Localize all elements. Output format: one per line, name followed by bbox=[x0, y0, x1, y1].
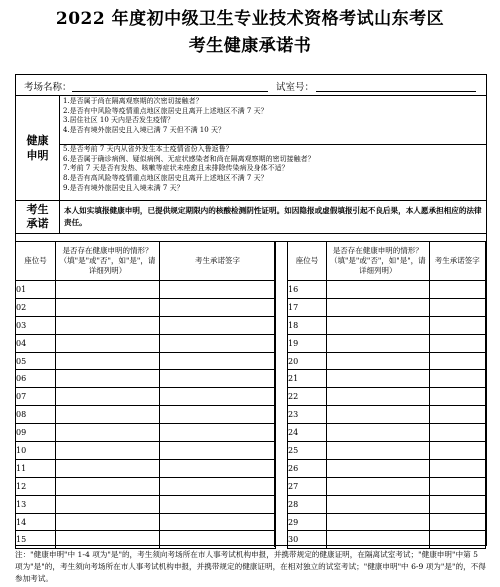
table-row bbox=[16, 531, 276, 549]
seat-number: 14 bbox=[16, 513, 56, 531]
declaration-cell[interactable] bbox=[56, 370, 160, 388]
signature-cell[interactable] bbox=[429, 352, 485, 370]
table-row bbox=[16, 442, 276, 460]
signature-cell[interactable] bbox=[429, 513, 485, 531]
declaration-item-8: 8.是否有高风险等疫情重点地区旅居史且离开上述地区不满 7 天？ bbox=[63, 174, 268, 183]
table-row bbox=[16, 334, 276, 352]
seat-number: 07 bbox=[16, 388, 56, 406]
health-declaration-items bbox=[59, 96, 486, 200]
promise-section bbox=[16, 201, 486, 234]
declaration-item-7: 7.考前 7 天是否有发热、咳嗽等症状未痊愈且未排除传染病及身体不适？ bbox=[63, 164, 289, 173]
seat-number: 22 bbox=[288, 388, 327, 406]
signature-cell[interactable] bbox=[160, 316, 276, 334]
seat-header: 座位号 bbox=[16, 242, 56, 281]
table-row bbox=[288, 442, 486, 460]
signature-cell[interactable] bbox=[429, 370, 485, 388]
declaration-cell[interactable] bbox=[56, 388, 160, 406]
signature-cell[interactable] bbox=[160, 477, 276, 495]
seat-table-right bbox=[287, 241, 486, 549]
promise-text: 本人如实填报健康申明，已提供规定期限内的核酸检测阴性证明。如因隐报或虚假填报引起不良后果，本人愿承担相应的法律责任。 bbox=[64, 206, 482, 227]
seat-number: 16 bbox=[288, 281, 327, 299]
seat-number: 17 bbox=[288, 298, 327, 316]
signature-cell[interactable] bbox=[429, 281, 485, 299]
table-row bbox=[16, 459, 276, 477]
declaration-item-6: 6.是否属于确诊病例、疑似病例、无症状感染者和尚在隔离观察期的密切接触者？ bbox=[63, 154, 315, 163]
signature-cell[interactable] bbox=[160, 298, 276, 316]
table-row bbox=[16, 298, 276, 316]
signature-cell[interactable] bbox=[429, 531, 485, 549]
table-row bbox=[288, 281, 486, 299]
signature-header: 考生承诺签字 bbox=[160, 242, 276, 281]
declaration-cell[interactable] bbox=[327, 370, 430, 388]
signature-cell[interactable] bbox=[160, 352, 276, 370]
signature-cell[interactable] bbox=[160, 281, 276, 299]
declaration-cell[interactable] bbox=[327, 406, 430, 424]
seat-number: 02 bbox=[16, 298, 56, 316]
table-row bbox=[288, 316, 486, 334]
table-row bbox=[288, 477, 486, 495]
signature-cell[interactable] bbox=[160, 406, 276, 424]
signature-cell[interactable] bbox=[160, 531, 276, 549]
declaration-cell[interactable] bbox=[327, 442, 430, 460]
signature-cell[interactable] bbox=[160, 513, 276, 531]
signature-header: 考生承诺签字 bbox=[429, 242, 485, 281]
seat-number: 18 bbox=[288, 316, 327, 334]
declaration-item-9: 9.是否有境外旅居史且入境未满 7 天？ bbox=[63, 183, 184, 192]
seat-number: 20 bbox=[288, 352, 327, 370]
signature-cell[interactable] bbox=[429, 334, 485, 352]
seat-number: 19 bbox=[288, 334, 327, 352]
table-row bbox=[16, 370, 276, 388]
declaration-cell[interactable] bbox=[327, 298, 430, 316]
title-line-1: 2022 年度初中级卫生专业技术资格考试山东考区 bbox=[55, 9, 445, 29]
signature-cell[interactable] bbox=[429, 424, 485, 442]
declaration-cell[interactable] bbox=[327, 316, 430, 334]
declaration-cell[interactable] bbox=[327, 281, 430, 299]
signature-cell[interactable] bbox=[160, 370, 276, 388]
table-row bbox=[288, 424, 486, 442]
table-row bbox=[16, 513, 276, 531]
declaration-cell[interactable] bbox=[56, 352, 160, 370]
seat-number: 26 bbox=[288, 459, 327, 477]
seat-number: 21 bbox=[288, 370, 327, 388]
seat-number: 30 bbox=[288, 531, 327, 549]
declaration-cell[interactable] bbox=[56, 442, 160, 460]
table-row bbox=[288, 531, 486, 549]
exam-site-field[interactable] bbox=[72, 91, 268, 92]
table-row bbox=[288, 459, 486, 477]
room-field[interactable] bbox=[316, 91, 476, 92]
declaration-item-4: 4.是否有境外旅居史且入境已满 7 天但不满 10 天？ bbox=[63, 126, 225, 135]
table-row bbox=[288, 370, 486, 388]
signature-cell[interactable] bbox=[160, 334, 276, 352]
promise-label: 考生 承诺 bbox=[16, 201, 60, 233]
exam-site-label: 考场名称： bbox=[24, 82, 72, 93]
declaration-cell[interactable] bbox=[327, 352, 430, 370]
declaration-group-2 bbox=[59, 145, 486, 201]
declaration-cell[interactable] bbox=[327, 459, 430, 477]
declaration-cell[interactable] bbox=[56, 334, 160, 352]
seat-number: 24 bbox=[288, 424, 327, 442]
declaration-cell[interactable] bbox=[56, 513, 160, 531]
form-frame bbox=[15, 74, 487, 546]
table-row bbox=[16, 424, 276, 442]
title-line-2: 考生健康承诺书 bbox=[188, 36, 312, 56]
seat-number: 08 bbox=[16, 406, 56, 424]
table-row bbox=[288, 406, 486, 424]
seat-number: 01 bbox=[16, 281, 56, 299]
declaration-cell[interactable] bbox=[56, 406, 160, 424]
declaration-cell[interactable] bbox=[56, 495, 160, 513]
seat-number: 11 bbox=[16, 459, 56, 477]
table-row bbox=[16, 477, 276, 495]
signature-cell[interactable] bbox=[160, 388, 276, 406]
signature-cell[interactable] bbox=[429, 298, 485, 316]
signature-cell[interactable] bbox=[429, 388, 485, 406]
declaration-item-5: 5.是否考前 7 天内从省外发生本土疫情省份入鲁返鲁？ bbox=[63, 145, 233, 153]
health-declaration-section bbox=[16, 96, 486, 201]
declaration-cell[interactable] bbox=[56, 281, 160, 299]
table-row bbox=[16, 281, 276, 299]
seat-number: 15 bbox=[16, 531, 56, 549]
declaration-cell[interactable] bbox=[327, 388, 430, 406]
signature-cell[interactable] bbox=[160, 459, 276, 477]
seat-number: 05 bbox=[16, 352, 56, 370]
seat-number: 25 bbox=[288, 442, 327, 460]
seat-number: 28 bbox=[288, 495, 327, 513]
health-declaration-label: 健康 申明 bbox=[16, 96, 60, 200]
seat-number: 23 bbox=[288, 406, 327, 424]
signature-cell[interactable] bbox=[429, 316, 485, 334]
declaration-item-1: 1.是否属于尚在隔离观察期的次密切接触者？ bbox=[63, 97, 203, 105]
seat-number: 13 bbox=[16, 495, 56, 513]
table-row bbox=[288, 495, 486, 513]
footnote: 注："健康申明"中 1-4 项为"是"的，考生须向考场所在市人事考试机构申报，并携带规定的健康证明，在隔离试室考试；"健康申明"中第 5 项为"是"的，考生须向考场所在市人事考试机构申报，并携带规定的健康证明，在相对独立的试室考试；"健康申明"中 6-9 项为"是"的，不得参加考试。 bbox=[15, 550, 486, 583]
declaration-cell[interactable] bbox=[327, 424, 430, 442]
signature-cell[interactable] bbox=[429, 459, 485, 477]
declaration-group-1 bbox=[59, 96, 486, 145]
declaration-cell[interactable] bbox=[56, 459, 160, 477]
table-row bbox=[16, 352, 276, 370]
declaration-header: 是否存在健康申明的情形？（填"是"或"否"，如"是"，请详细列明） bbox=[56, 242, 160, 281]
declaration-cell[interactable] bbox=[56, 316, 160, 334]
declaration-cell[interactable] bbox=[56, 477, 160, 495]
seat-number: 10 bbox=[16, 442, 56, 460]
table-separator bbox=[274, 242, 275, 547]
signature-cell[interactable] bbox=[160, 495, 276, 513]
declaration-cell[interactable] bbox=[56, 424, 160, 442]
declaration-cell[interactable] bbox=[327, 495, 430, 513]
signature-cell[interactable] bbox=[429, 442, 485, 460]
signature-cell[interactable] bbox=[160, 424, 276, 442]
table-row bbox=[288, 513, 486, 531]
signature-cell[interactable] bbox=[160, 442, 276, 460]
table-row bbox=[16, 406, 276, 424]
seat-number: 27 bbox=[288, 477, 327, 495]
seat-number: 09 bbox=[16, 424, 56, 442]
declaration-cell[interactable] bbox=[56, 531, 160, 549]
declaration-cell[interactable] bbox=[327, 477, 430, 495]
signature-cell[interactable] bbox=[429, 406, 485, 424]
table-row bbox=[16, 316, 276, 334]
declaration-cell[interactable] bbox=[327, 531, 430, 549]
declaration-item-2: 2.是否有中风险等疫情重点地区旅居史且离开上述地区不满 7 天？ bbox=[63, 106, 268, 115]
table-row bbox=[288, 298, 486, 316]
table-row bbox=[16, 388, 276, 406]
table-row bbox=[288, 352, 486, 370]
signature-cell[interactable] bbox=[429, 477, 485, 495]
declaration-header: 是否存在健康申明的情形？（填"是"或"否"，如"是"，请详细列明） bbox=[327, 242, 430, 281]
seat-number: 06 bbox=[16, 370, 56, 388]
declaration-item-3: 3.居住社区 10 天内是否发生疫情？ bbox=[63, 116, 175, 125]
seat-number: 03 bbox=[16, 316, 56, 334]
table-row bbox=[288, 388, 486, 406]
info-row bbox=[16, 75, 486, 96]
seat-table-left bbox=[15, 241, 276, 549]
declaration-cell[interactable] bbox=[327, 513, 430, 531]
seat-number: 04 bbox=[16, 334, 56, 352]
seat-number: 29 bbox=[288, 513, 327, 531]
declaration-cell[interactable] bbox=[56, 298, 160, 316]
room-label: 试室号： bbox=[276, 82, 315, 93]
table-row bbox=[16, 495, 276, 513]
table-row bbox=[288, 334, 486, 352]
declaration-cell[interactable] bbox=[327, 334, 430, 352]
seat-header: 座位号 bbox=[288, 242, 327, 281]
signature-cell[interactable] bbox=[429, 495, 485, 513]
seat-number: 12 bbox=[16, 477, 56, 495]
